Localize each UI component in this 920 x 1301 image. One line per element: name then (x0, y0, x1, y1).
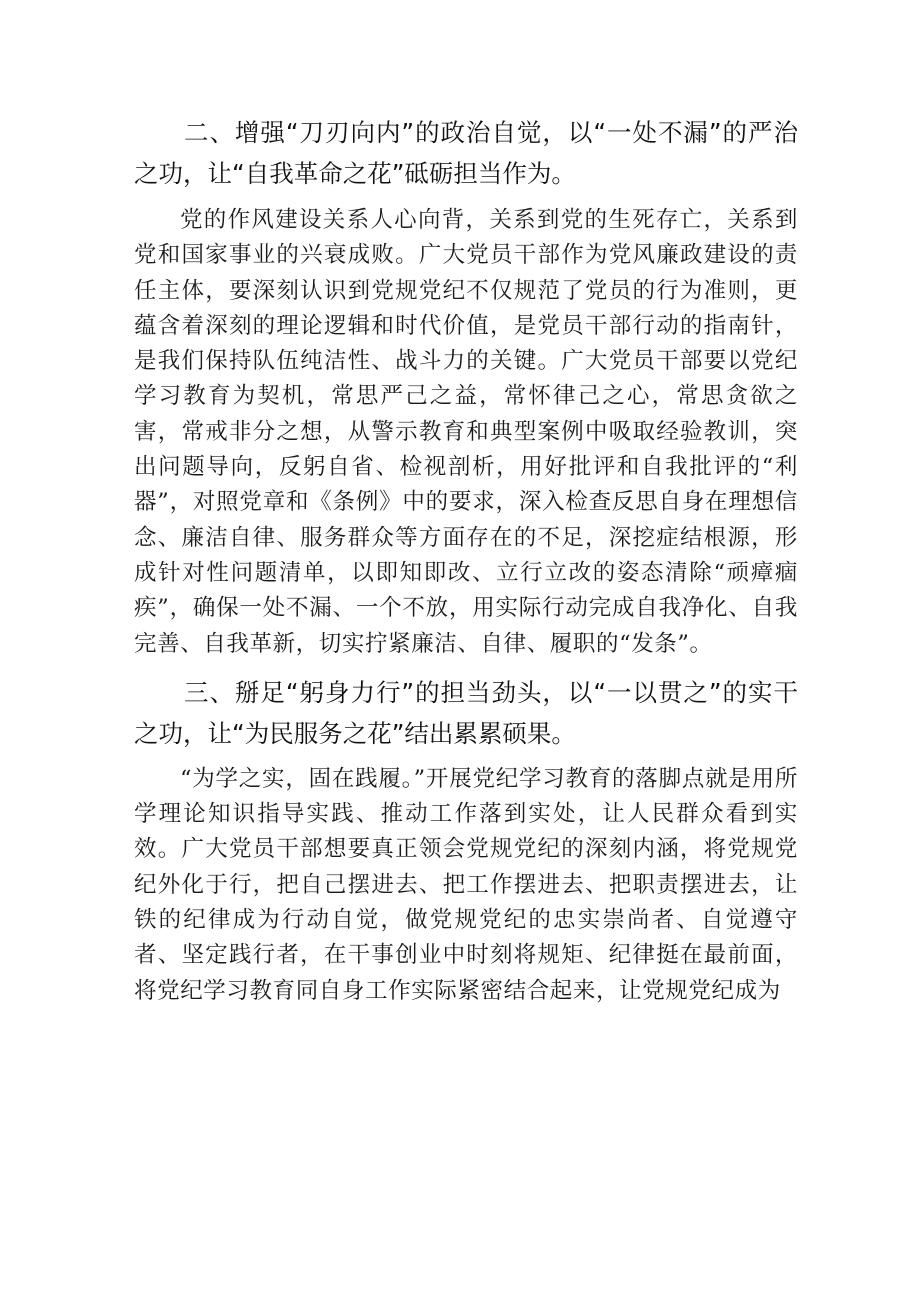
document-body (134, 112, 798, 1009)
section-heading-2: 二、增强“刀刃向内”的政治自觉，以“一处不漏”的严治之功，让“自我革命之花”砥砺担当作为。 (134, 118, 798, 188)
section-heading-3: 三、掰足“躬身力行”的担当劲头，以“一以贯之”的实干之功，让“为民服务之花”结出累累硕果。 (134, 677, 798, 748)
section-paragraph-2: 党的作风建设关系人心向背，关系到党的生死存亡，关系到党和国家事业的兴衰成败。广大党员干部作为党风廉政建设的责任主体，要深刻认识到党规党纪不仅规范了党员的行为准则，更蕴含着深刻的理论逻辑和时代价值，是党员干部行动的指南针，是我们保持队伍纯洁性、战斗力的关键。广大党员干部要以党纪学习教育为契机，常思严己之益，常怀律己之心，常思贪欲之害，常戒非分之想，从警示教育和典型案例中吸取经验教训，突出问题导向，反躬自省、检视剖析，用好批评和自我批评的“利器”，对照党章和《条例》中的要求，深入检查反思自身在理想信念、廉洁自律、服务群众等方面存在的不足，深挖症结根源，形成针对性问题清单，以即知即改、立行立改的姿态清除“顽瘴痼疾”，确保一处不漏、一个不放，用实际行动完成自我净化、自我完善、自我革新，切实拧紧廉洁、自律、履职的“发条”。 (134, 207, 798, 657)
section-paragraph-3: “为学之实，固在践履。”开展党纪学习教育的落脚点就是用所学理论知识指导实践、推动工作落到实处，让人民群众看到实效。广大党员干部想要真正领会党规党纪的深刻内涵，将党规党纪外化于行，把自己摆进去、把工作摆进去、把职责摆进去，让铁的纪律成为行动自觉，做党规党纪的忠实崇尚者、自觉遵守者、坚定践行者，在干事创业中时刻将规矩、纪律挺在最前面，将党纪学习教育同自身工作实际紧密结合起来，让党规党纪成为 (134, 765, 798, 1004)
